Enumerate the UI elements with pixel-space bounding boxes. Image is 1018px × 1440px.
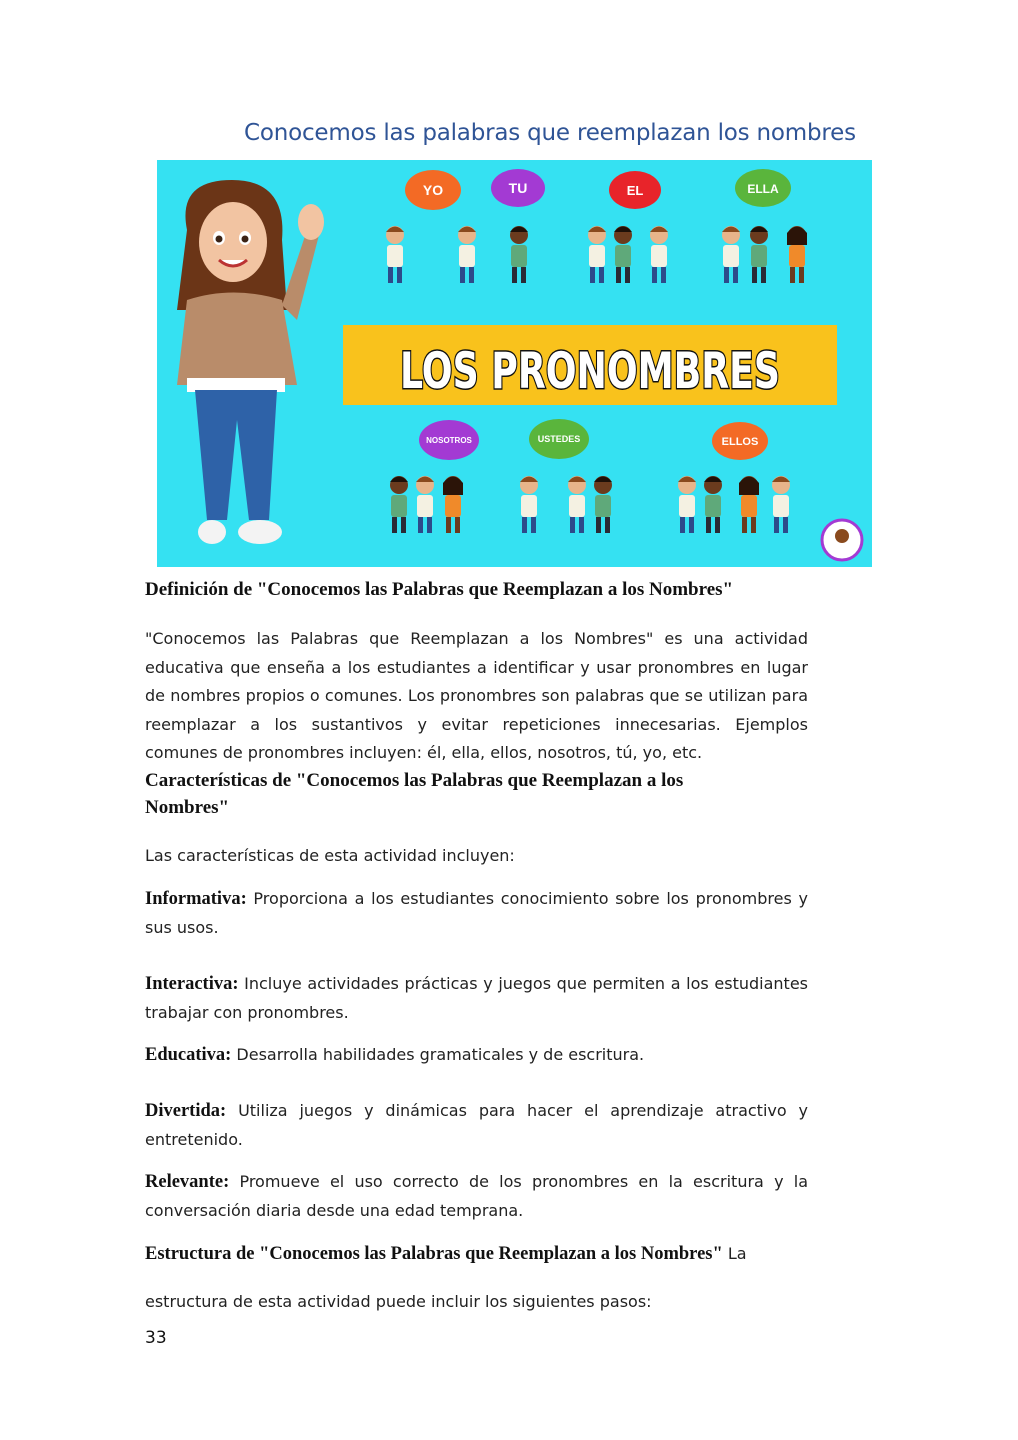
- definition-paragraph: "Conocemos las Palabras que Reemplazan a los Nombres" es una actividad educativa que enseña a los estudiantes a identificar y usar pronombres en lugar de nombres propios o comunes. Los pronombres son palabras que se utilizan para reemplazar a los sustantivos y evitar repeticiones innecesarias. Ejemplos comunes de pronombres incluyen: él, ella, ellos, nosotros, tú, yo, etc.: [145, 629, 808, 762]
- bubble-text: EL: [626, 183, 644, 198]
- characteristics-intro: Las características de esta actividad incluyen:: [145, 846, 515, 865]
- bubble-text: TU: [508, 180, 528, 196]
- term: Educativa:: [145, 1045, 232, 1065]
- structure-heading-tail: La: [722, 1244, 747, 1263]
- page-title: Conocemos las palabras que reemplazan los nombres: [244, 120, 856, 146]
- bubble-text: USTEDES: [537, 434, 581, 444]
- term: Informativa:: [145, 889, 247, 909]
- structure-heading-line: [145, 1240, 808, 1269]
- bubble-text: ELLA: [747, 182, 779, 196]
- banner-main-text: LOS PRONOMBRES: [400, 342, 780, 400]
- structure-heading: Estructura de "Conocemos las Palabras que Reemplazan a los Nombres": [145, 1244, 723, 1264]
- item-text: Desarrolla habilidades gramaticales y de escritura.: [231, 1045, 645, 1064]
- list-item-interactiva: [145, 970, 808, 1027]
- term: Divertida:: [145, 1101, 227, 1121]
- list-item-informativa: [145, 885, 808, 942]
- page-number: 33: [145, 1328, 167, 1348]
- bubble-text: NOSOTROS: [426, 436, 472, 445]
- list-item-divertida: [145, 1097, 808, 1154]
- term: Relevante:: [145, 1172, 230, 1192]
- bubble-text: ELLOS: [721, 436, 759, 448]
- list-item-relevante: [145, 1168, 808, 1225]
- item-text: Utiliza juegos y dinámicas para hacer el aprendizaje atractivo y entretenido.: [145, 1101, 808, 1149]
- item-text: Promueve el uso correcto de los pronombres en la escritura y la conversación diaria desde una edad temprana.: [145, 1172, 808, 1220]
- definition-heading: Definición de "Conocemos las Palabras que Reemplazan a los Nombres": [145, 579, 734, 600]
- structure-paragraph: estructura de esta actividad puede incluir los siguientes pasos:: [145, 1292, 652, 1311]
- teacher-character-illustration: [177, 180, 324, 544]
- item-text: Incluye actividades prácticas y juegos que permiten a los estudiantes trabajar con pronombres.: [145, 974, 808, 1022]
- bubble-text: YO: [422, 182, 444, 198]
- item-text: Proporciona a los estudiantes conocimiento sobre los pronombres y sus usos.: [145, 889, 808, 937]
- term: Interactiva:: [145, 974, 239, 994]
- characteristics-heading: Características de "Conocemos las Palabras que Reemplazan a los Nombres": [145, 770, 684, 818]
- pronouns-banner-image: [157, 160, 872, 567]
- list-item-educativa: [145, 1041, 808, 1070]
